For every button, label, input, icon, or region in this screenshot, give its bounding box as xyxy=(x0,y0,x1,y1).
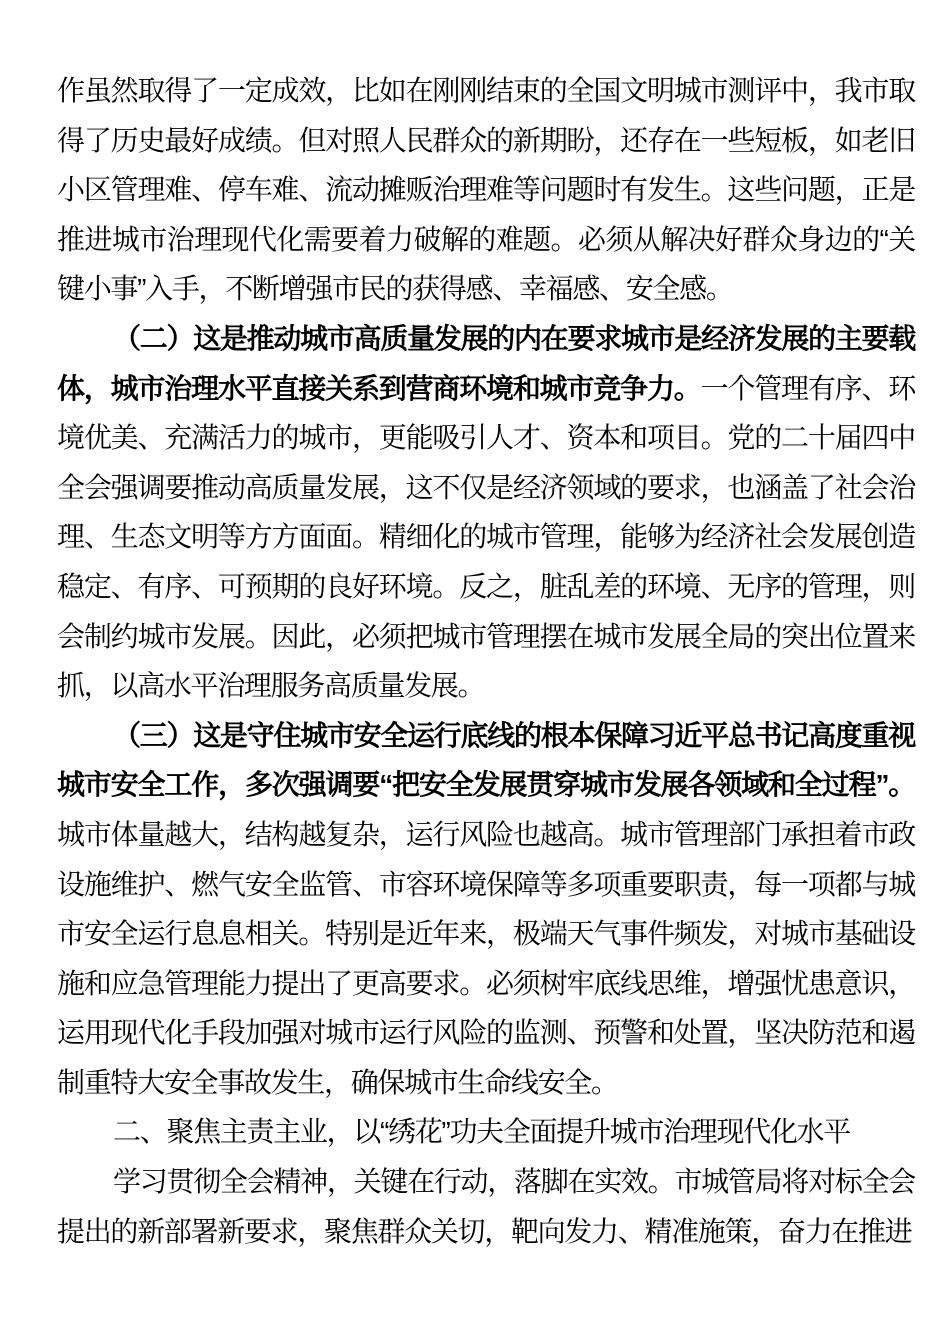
paragraph-closing xyxy=(57,1157,915,1256)
paragraph-point-three xyxy=(57,711,915,1108)
paragraph-point-two xyxy=(57,314,915,711)
paragraph-text: 作虽然取得了一定成效，比如在刚刚结束的全国文明城市测评中，我市取得了历史最好成绩。但对照人民群众的新期盼，还存在一些短板，如老旧小区管理难、停车难、流动摊贩治理难等问题时有发生。这些问题，正是推进城市治理现代化需要着力破解的难题。必须从解决好群众身边的“关键小事”入手，不断增强市民的获得感、幸福感、安全感。 xyxy=(57,75,915,305)
paragraph-lead-bold: （二）这是推动城市高质量发展的内在要求城市是经济发展的主要载体，城市治理水平直接关系到营商环境和城市竞争力。 xyxy=(57,322,915,404)
section-heading-text: 二、聚焦主责主业，以“绣花”功夫全面提升城市治理现代化水平 xyxy=(113,1116,850,1148)
paragraph-text: 一个管理有序、环境优美、充满活力的城市，更能吸引人才、资本和项目。党的二十届四中全会强调要推动高质量发展，这不仅是经济领域的要求，也涵盖了社会治理、生态文明等方方面面。精细化的城市管理，能够为经济社会发展创造稳定、有序、可预期的良好环境。反之，脏乱差的环境、无序的管理，则会制约城市发展。因此，必须把城市管理摆在城市发展全局的突出位置来抓，以高水平治理服务高质量发展。 xyxy=(57,372,915,702)
paragraph-continued xyxy=(57,66,915,314)
paragraph-text: 城市体量越大，结构越复杂，运行风险也越高。城市管理部门承担着市政设施维护、燃气安全监管、市容环境保障等多项重要职责，每一项都与城市安全运行息息相关。特别是近年来，极端天气事件频发，对城市基础设施和应急管理能力提出了更高要求。必须树牢底线思维，增强忧患意识，运用现代化手段加强对城市运行风险的监测、预警和处置，坚决防范和遏制重特大安全事故发生，确保城市生命线安全。 xyxy=(57,818,915,1098)
section-heading-two xyxy=(57,1107,915,1157)
paragraph-lead-bold: （三）这是守住城市安全运行底线的根本保障习近平总书记高度重视城市安全工作，多次强调要“把安全发展贯穿城市发展各领域和全过程”。 xyxy=(57,719,915,801)
paragraph-text: 学习贯彻全会精神，关键在行动，落脚在实效。市城管局将对标全会提出的新部署新要求，聚焦群众关切，靶向发力、精准施策，奋力在推进 xyxy=(57,1166,915,1247)
